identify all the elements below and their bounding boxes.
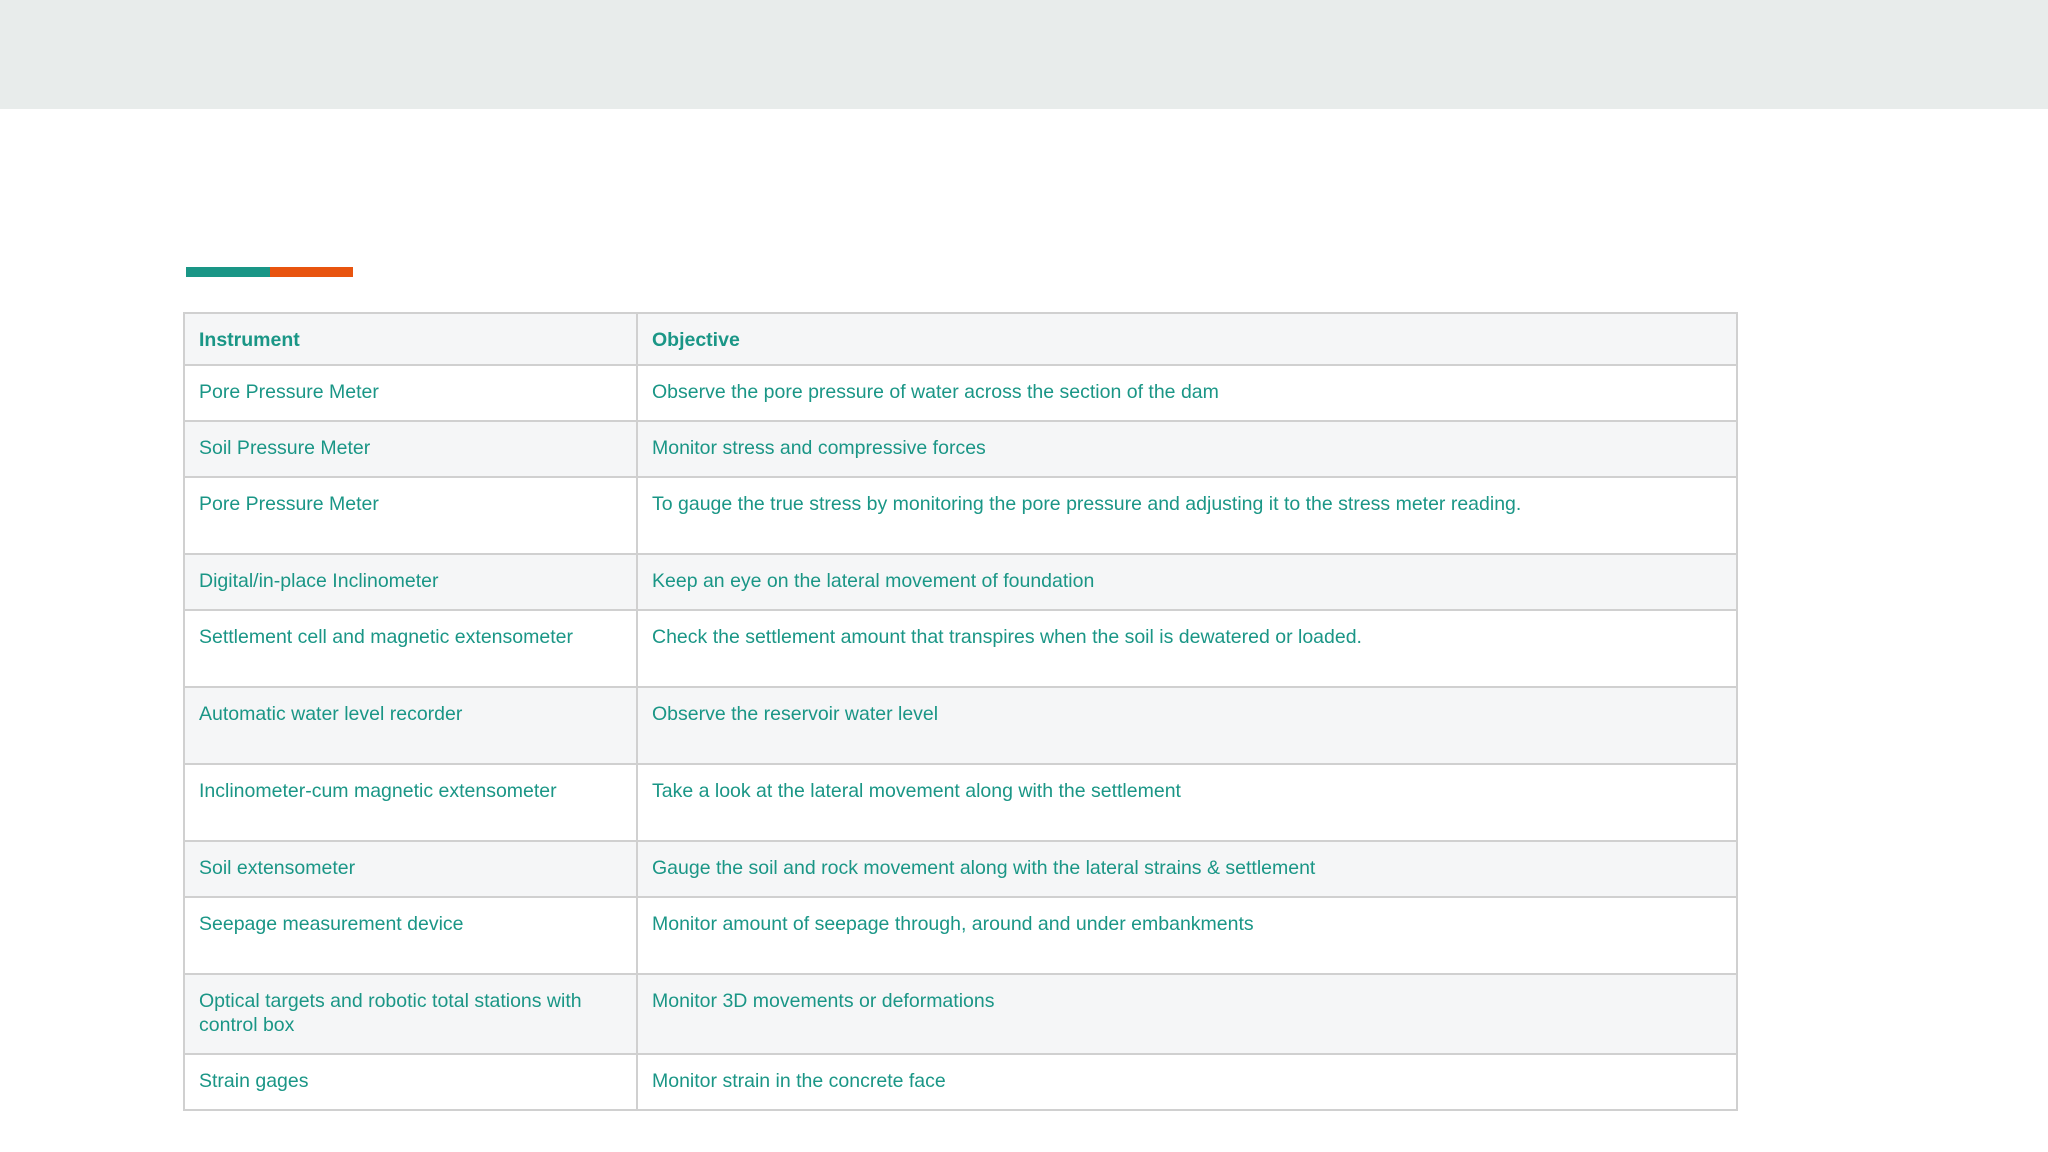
header-objective: Objective (637, 313, 1737, 365)
accent-bar-orange (270, 267, 354, 277)
objective-cell: Keep an eye on the lateral movement of foundation (637, 554, 1737, 610)
instrument-cell: Optical targets and robotic total stations with control box (184, 974, 637, 1054)
instrument-cell: Strain gages (184, 1054, 637, 1110)
header-instrument: Instrument (184, 313, 637, 365)
objective-cell: Observe the pore pressure of water across the section of the dam (637, 365, 1737, 421)
table-row (184, 421, 1737, 477)
instrument-cell: Automatic water level recorder (184, 687, 637, 764)
objective-cell: Monitor 3D movements or deformations (637, 974, 1737, 1054)
table-row (184, 610, 1737, 687)
instrument-cell: Seepage measurement device (184, 897, 637, 974)
instrument-cell: Pore Pressure Meter (184, 477, 637, 554)
table-row (184, 974, 1737, 1054)
objective-cell: Observe the reservoir water level (637, 687, 1737, 764)
instrument-cell: Soil extensometer (184, 841, 637, 897)
header-band (0, 0, 2048, 109)
objective-cell: To gauge the true stress by monitoring the pore pressure and adjusting it to the stress meter reading. (637, 477, 1737, 554)
objective-cell: Monitor strain in the concrete face (637, 1054, 1737, 1110)
objective-cell: Gauge the soil and rock movement along with the lateral strains & settlement (637, 841, 1737, 897)
instrument-cell: Inclinometer-cum magnetic extensometer (184, 764, 637, 841)
table-header-row (184, 313, 1737, 365)
table-row (184, 1054, 1737, 1110)
instrument-cell: Settlement cell and magnetic extensometer (184, 610, 637, 687)
objective-cell: Monitor stress and compressive forces (637, 421, 1737, 477)
instrument-objective-table (183, 312, 1738, 1111)
table-row (184, 554, 1737, 610)
table-row (184, 841, 1737, 897)
table-row (184, 764, 1737, 841)
accent-bar (186, 267, 353, 277)
accent-bar-teal (186, 267, 270, 277)
table-row (184, 365, 1737, 421)
instrument-cell: Soil Pressure Meter (184, 421, 637, 477)
objective-cell: Monitor amount of seepage through, around and under embankments (637, 897, 1737, 974)
instrument-cell: Pore Pressure Meter (184, 365, 637, 421)
objective-cell: Check the settlement amount that transpires when the soil is dewatered or loaded. (637, 610, 1737, 687)
table-row (184, 687, 1737, 764)
objective-cell: Take a look at the lateral movement along with the settlement (637, 764, 1737, 841)
instrument-table (183, 312, 1736, 1111)
table-row (184, 477, 1737, 554)
table-row (184, 897, 1737, 974)
instrument-cell: Digital/in-place Inclinometer (184, 554, 637, 610)
